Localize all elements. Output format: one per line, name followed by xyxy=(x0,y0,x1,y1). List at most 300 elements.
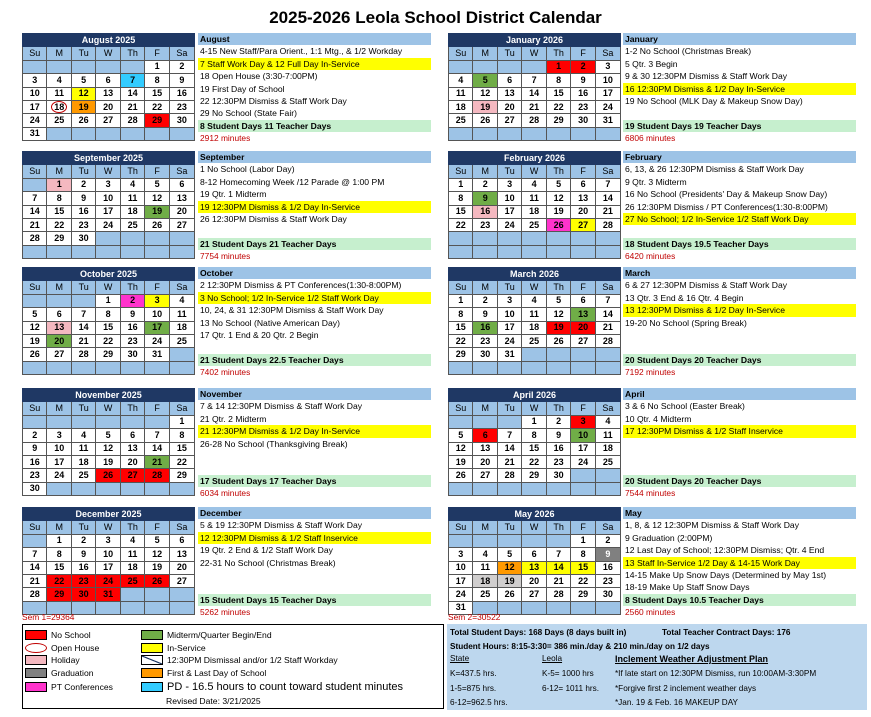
month-title: October 2025 xyxy=(23,268,195,281)
day-cell: 4 xyxy=(120,178,144,191)
month-title: November 2025 xyxy=(23,389,195,402)
day-cell: 14 xyxy=(595,308,620,321)
empty-cell xyxy=(497,60,521,73)
day-cell: 11 xyxy=(522,308,546,321)
day-cell: 16 xyxy=(71,561,95,574)
notes-month-name: October xyxy=(198,267,431,279)
day-cell: 13 xyxy=(497,87,521,100)
month-title: February 2026 xyxy=(449,152,621,165)
weekday-header: Tu xyxy=(71,402,95,415)
day-cell: 13 xyxy=(120,442,144,455)
day-cell: 5 xyxy=(96,429,120,442)
empty-cell xyxy=(145,127,169,140)
sem2-minutes: Sem 2=30522 xyxy=(448,612,501,622)
day-cell: 28 xyxy=(23,232,47,245)
day-cell: 28 xyxy=(23,588,47,601)
minutes-total: 6420 minutes xyxy=(625,251,676,262)
days-summary: 15 Student Days 15 Teacher Days xyxy=(198,594,431,606)
day-cell: 6 xyxy=(169,178,194,191)
weekday-header: Th xyxy=(120,521,144,534)
empty-cell xyxy=(145,601,169,614)
empty-cell xyxy=(47,294,71,307)
day-cell: 30 xyxy=(120,348,144,361)
day-cell: 16 xyxy=(71,205,95,218)
empty-cell xyxy=(71,415,95,428)
days-summary: 17 Student Days 17 Teacher Days xyxy=(198,475,431,487)
empty-cell xyxy=(546,348,570,361)
weekday-header: W xyxy=(522,165,546,178)
day-cell: 14 xyxy=(23,561,47,574)
day-cell: 31 xyxy=(23,127,47,140)
day-cell: 3 xyxy=(497,178,521,191)
weekday-header: M xyxy=(47,402,71,415)
note-line: 2 12:30PM Dismiss & PT Conferences(1:30-8:00PM) xyxy=(200,280,402,291)
weekday-header: Th xyxy=(120,47,144,60)
day-cell: 8 xyxy=(522,429,546,442)
weekday-header: Sa xyxy=(595,47,620,60)
day-cell: 1 xyxy=(96,294,120,307)
day-cell: 9 xyxy=(23,442,47,455)
empty-cell xyxy=(497,601,521,614)
note-line: 1 No School (Labor Day) xyxy=(200,164,295,175)
empty-cell xyxy=(47,415,71,428)
day-cell: 18 xyxy=(47,100,71,113)
weekday-header: Tu xyxy=(497,402,521,415)
empty-cell xyxy=(595,232,620,245)
day-cell: 24 xyxy=(96,574,120,587)
day-cell: 7 xyxy=(497,429,521,442)
day-cell: 28 xyxy=(522,114,546,127)
day-cell: 24 xyxy=(449,588,473,601)
days-summary: 18 Student Days 19.5 Teacher Days xyxy=(623,238,856,250)
legend-inservice: In-Service xyxy=(141,642,206,654)
note-line xyxy=(623,450,856,462)
page-title: 2025-2026 Leola School District Calendar xyxy=(269,8,602,27)
empty-cell xyxy=(169,361,194,374)
notes-month-name: September xyxy=(198,151,431,163)
day-cell: 4 xyxy=(169,294,194,307)
day-cell: 16 xyxy=(169,87,194,100)
note-line: 1, 8, & 12 12:30PM Dismiss & Staff Work Day xyxy=(625,520,800,531)
day-cell: 9 xyxy=(546,429,570,442)
weekday-header: M xyxy=(473,165,497,178)
day-cell: 17 xyxy=(571,442,595,455)
day-cell: 23 xyxy=(546,455,570,468)
day-cell: 3 xyxy=(96,534,120,547)
note-line: 1-2 No School (Christmas Break) xyxy=(625,46,752,57)
empty-cell xyxy=(546,601,570,614)
weekday-header: Th xyxy=(546,165,570,178)
day-cell: 17 xyxy=(96,561,120,574)
empty-cell xyxy=(145,361,169,374)
day-cell: 8 xyxy=(47,548,71,561)
day-cell: 4 xyxy=(595,415,620,428)
day-cell: 19 xyxy=(546,205,570,218)
empty-cell xyxy=(120,601,144,614)
notes-month-name: May xyxy=(623,507,856,519)
empty-cell xyxy=(473,60,497,73)
weekday-header: Su xyxy=(449,165,473,178)
day-cell: 8 xyxy=(571,548,595,561)
note-line: 5 Qtr. 3 Begin xyxy=(625,58,678,69)
note-line xyxy=(623,438,856,450)
day-cell: 31 xyxy=(449,601,473,614)
empty-cell xyxy=(473,415,497,428)
days-summary: 21 Student Days 22.5 Teacher Days xyxy=(198,354,431,366)
day-cell: 9 xyxy=(473,308,497,321)
note-line: 13 Staff In-Service 1/2 Day & 14-15 Work Day xyxy=(623,557,856,569)
day-cell: 3 xyxy=(497,294,521,307)
weekday-header: Sa xyxy=(169,521,194,534)
weekday-header: Th xyxy=(120,165,144,178)
empty-cell xyxy=(47,60,71,73)
weekday-header: Th xyxy=(120,281,144,294)
note-line: 17 12:30PM Dismiss & 1/2 Staff Inservice xyxy=(623,425,856,437)
weekday-header: M xyxy=(473,402,497,415)
empty-cell xyxy=(120,482,144,495)
empty-cell xyxy=(169,232,194,245)
day-cell: 21 xyxy=(546,574,570,587)
days-summary: 21 Student Days 21 Teacher Days xyxy=(198,238,431,250)
empty-cell xyxy=(71,482,95,495)
weekday-header: Sa xyxy=(595,281,620,294)
empty-cell xyxy=(47,482,71,495)
day-cell: 21 xyxy=(71,334,95,347)
weekday-header: F xyxy=(145,402,169,415)
day-cell: 25 xyxy=(71,469,95,482)
empty-cell xyxy=(169,482,194,495)
day-cell: 19 xyxy=(96,455,120,468)
empty-cell xyxy=(120,127,144,140)
day-cell: 23 xyxy=(71,574,95,587)
note-line: 19-20 No School (Spring Break) xyxy=(625,317,747,328)
day-cell: 19 xyxy=(497,574,521,587)
empty-cell xyxy=(595,482,620,495)
weekday-header: F xyxy=(571,521,595,534)
note-line: 9 Qtr. 3 Midterm xyxy=(625,176,687,187)
day-cell: 7 xyxy=(595,178,620,191)
weather-2: *Forgive first 2 inclement weather days xyxy=(615,684,757,693)
day-cell: 3 xyxy=(96,178,120,191)
day-cell: 21 xyxy=(497,455,521,468)
empty-cell xyxy=(449,361,473,374)
day-cell: 9 xyxy=(71,192,95,205)
month-notes xyxy=(623,151,856,263)
day-cell: 2 xyxy=(71,178,95,191)
day-cell: 6 xyxy=(169,534,194,547)
day-cell: 15 xyxy=(169,442,194,455)
day-cell: 19 xyxy=(546,321,570,334)
day-cell: 19 xyxy=(23,334,47,347)
day-cell: 20 xyxy=(497,100,521,113)
legend-no-school: No School xyxy=(25,629,91,641)
weekday-header: M xyxy=(473,47,497,60)
day-cell: 18 xyxy=(473,574,497,587)
month-title: December 2025 xyxy=(23,508,195,521)
day-cell: 13 xyxy=(96,87,120,100)
day-cell: 18 xyxy=(522,205,546,218)
empty-cell xyxy=(120,232,144,245)
minutes-total: 2912 minutes xyxy=(200,133,251,144)
day-cell: 20 xyxy=(120,455,144,468)
day-cell: 25 xyxy=(120,218,144,231)
empty-cell xyxy=(47,127,71,140)
day-cell: 21 xyxy=(23,574,47,587)
month-calendar xyxy=(448,507,621,615)
day-cell: 26 xyxy=(145,218,169,231)
empty-cell xyxy=(522,60,546,73)
day-cell: 11 xyxy=(522,192,546,205)
day-cell: 10 xyxy=(571,429,595,442)
minutes-total: 7192 minutes xyxy=(625,367,676,378)
empty-cell xyxy=(473,127,497,140)
day-cell: 12 xyxy=(23,321,47,334)
empty-cell xyxy=(497,245,521,258)
note-line: 16 12:30PM Dismiss & 1/2 Day In-Service xyxy=(623,83,856,95)
note-line: 10, 24, & 31 12:30PM Dismiss & Staff Work Day xyxy=(200,305,384,316)
day-cell: 18 xyxy=(522,321,546,334)
day-cell: 20 xyxy=(473,455,497,468)
empty-cell xyxy=(96,482,120,495)
day-cell: 17 xyxy=(497,205,521,218)
empty-cell xyxy=(145,415,169,428)
weekday-header: W xyxy=(96,47,120,60)
day-cell: 24 xyxy=(595,100,620,113)
day-cell: 13 xyxy=(571,192,595,205)
sem1-minutes: Sem 1=29364 xyxy=(22,612,75,622)
minutes-total: 2560 minutes xyxy=(625,607,676,618)
weekday-header: Su xyxy=(23,47,47,60)
day-cell: 9 xyxy=(571,74,595,87)
empty-cell xyxy=(522,232,546,245)
weekday-header: W xyxy=(522,281,546,294)
day-cell: 29 xyxy=(47,232,71,245)
day-cell: 2 xyxy=(546,415,570,428)
weekday-header: M xyxy=(473,521,497,534)
month-calendar xyxy=(448,267,621,375)
weekday-header: Tu xyxy=(497,165,521,178)
day-cell: 20 xyxy=(169,205,194,218)
empty-cell xyxy=(522,534,546,547)
day-cell: 12 xyxy=(546,308,570,321)
day-cell: 10 xyxy=(449,561,473,574)
empty-cell xyxy=(96,361,120,374)
empty-cell xyxy=(96,127,120,140)
day-cell: 22 xyxy=(96,334,120,347)
weekday-header: Su xyxy=(449,402,473,415)
day-cell: 4 xyxy=(473,548,497,561)
note-line xyxy=(198,462,431,474)
day-cell: 6 xyxy=(120,429,144,442)
empty-cell xyxy=(449,60,473,73)
empty-cell xyxy=(47,245,71,258)
note-line xyxy=(623,341,856,353)
days-summary: 19 Student Days 19 Teacher Days xyxy=(623,120,856,132)
k-state: K=437.5 hrs. xyxy=(450,669,497,678)
day-cell: 18 xyxy=(169,321,194,334)
day-cell: 10 xyxy=(595,74,620,87)
day-cell: 28 xyxy=(595,218,620,231)
day-cell: 6 xyxy=(571,294,595,307)
day-cell: 24 xyxy=(497,218,521,231)
day-cell: 16 xyxy=(473,205,497,218)
day-cell: 6 xyxy=(47,308,71,321)
day-cell: 15 xyxy=(449,321,473,334)
note-line: 14-15 Make Up Snow Days (Determined by May 1st) xyxy=(625,569,827,580)
day-cell: 6 xyxy=(96,74,120,87)
empty-cell xyxy=(23,415,47,428)
legend-pt: PT Conferences xyxy=(25,681,113,693)
empty-cell xyxy=(120,415,144,428)
days-summary: 8 Student Days 10.5 Teacher Days xyxy=(623,594,856,606)
day-cell: 5 xyxy=(145,534,169,547)
day-cell: 19 xyxy=(145,205,169,218)
day-cell: 8 xyxy=(47,192,71,205)
day-cell: 3 xyxy=(23,74,47,87)
day-cell: 11 xyxy=(71,442,95,455)
note-line: 26 12:30PM Dismiss & Staff Work Day xyxy=(200,213,347,224)
day-cell: 5 xyxy=(23,308,47,321)
empty-cell xyxy=(120,60,144,73)
empty-cell xyxy=(546,361,570,374)
note-line xyxy=(198,581,431,593)
day-cell: 17 xyxy=(96,205,120,218)
note-line: 3 & 6 No School (Easter Break) xyxy=(625,401,745,412)
day-cell: 19 xyxy=(71,100,95,113)
day-cell: 12 xyxy=(449,442,473,455)
empty-cell xyxy=(595,348,620,361)
weather-title: Inclement Weather Adjustment Plan xyxy=(615,654,769,664)
day-cell: 7 xyxy=(546,548,570,561)
day-cell: 16 xyxy=(473,321,497,334)
empty-cell xyxy=(169,601,194,614)
empty-cell xyxy=(71,127,95,140)
month-calendar xyxy=(448,151,621,259)
day-cell: 24 xyxy=(23,114,47,127)
day-cell: 22 xyxy=(546,100,570,113)
weekday-header: Sa xyxy=(169,47,194,60)
weekday-header: Su xyxy=(23,402,47,415)
notes-month-name: February xyxy=(623,151,856,163)
weekday-header: Tu xyxy=(71,47,95,60)
weekday-header: F xyxy=(145,165,169,178)
day-cell: 2 xyxy=(473,178,497,191)
day-cell: 26 xyxy=(145,574,169,587)
weekday-header: M xyxy=(47,47,71,60)
day-cell: 12 xyxy=(96,442,120,455)
day-cell: 29 xyxy=(96,348,120,361)
day-cell: 2 xyxy=(169,60,194,73)
empty-cell xyxy=(120,245,144,258)
month-calendar xyxy=(22,151,195,259)
day-cell: 11 xyxy=(47,87,71,100)
empty-cell xyxy=(47,361,71,374)
day-cell: 27 xyxy=(120,469,144,482)
day-cell: 27 xyxy=(571,334,595,347)
day-cell: 24 xyxy=(497,334,521,347)
weekday-header: Th xyxy=(120,402,144,415)
day-cell: 10 xyxy=(497,192,521,205)
day-cell: 28 xyxy=(546,588,570,601)
day-cell: 20 xyxy=(47,334,71,347)
empty-cell xyxy=(169,127,194,140)
day-cell: 24 xyxy=(47,469,71,482)
weekday-header: W xyxy=(96,281,120,294)
empty-cell xyxy=(473,232,497,245)
empty-cell xyxy=(23,361,47,374)
month-calendar xyxy=(22,507,195,615)
day-cell: 1 xyxy=(571,534,595,547)
day-cell: 23 xyxy=(169,100,194,113)
legend-open-house: Open House xyxy=(25,642,99,654)
day-cell: 18 xyxy=(449,100,473,113)
weekday-header: F xyxy=(571,402,595,415)
days-summary: 20 Student Days 20 Teacher Days xyxy=(623,354,856,366)
empty-cell xyxy=(96,601,120,614)
day-cell: 23 xyxy=(473,334,497,347)
day-cell: 14 xyxy=(23,205,47,218)
minutes-total: 7754 minutes xyxy=(200,251,251,262)
note-line: 3 No School; 1/2 In-Service 1/2 Staff Work Day xyxy=(198,292,431,304)
note-line: 9 Graduation (2:00PM) xyxy=(625,532,713,543)
note-line: 26-28 No School (Thanksgiving Break) xyxy=(200,438,348,449)
day-cell: 10 xyxy=(47,442,71,455)
note-line: 18-19 Make Up Staff Snow Days xyxy=(625,582,750,593)
note-line xyxy=(198,225,431,237)
day-cell: 25 xyxy=(120,574,144,587)
weekday-header: Sa xyxy=(595,402,620,415)
empty-cell xyxy=(71,361,95,374)
day-cell: 3 xyxy=(595,60,620,73)
empty-cell xyxy=(169,348,194,361)
note-line xyxy=(623,225,856,237)
empty-cell xyxy=(497,415,521,428)
weekday-header: Tu xyxy=(497,281,521,294)
day-cell: 21 xyxy=(145,455,169,468)
day-cell: 30 xyxy=(71,232,95,245)
day-cell: 17 xyxy=(595,87,620,100)
day-cell: 25 xyxy=(595,455,620,468)
month-calendar xyxy=(22,267,195,375)
empty-cell xyxy=(571,469,595,482)
empty-cell xyxy=(595,469,620,482)
empty-cell xyxy=(23,178,47,191)
weekday-header: M xyxy=(47,165,71,178)
weekday-header: Su xyxy=(23,165,47,178)
day-cell: 11 xyxy=(169,308,194,321)
notes-month-name: December xyxy=(198,507,431,519)
state-label: State xyxy=(450,654,470,663)
notes-month-name: March xyxy=(623,267,856,279)
day-cell: 14 xyxy=(120,87,144,100)
day-cell: 7 xyxy=(71,308,95,321)
day-cell: 12 xyxy=(145,548,169,561)
day-cell: 23 xyxy=(473,218,497,231)
day-cell: 31 xyxy=(595,114,620,127)
day-cell: 26 xyxy=(473,114,497,127)
empty-cell xyxy=(497,127,521,140)
empty-cell xyxy=(522,361,546,374)
day-cell: 10 xyxy=(96,192,120,205)
minutes-total: 6806 minutes xyxy=(625,133,676,144)
day-cell: 2 xyxy=(23,429,47,442)
empty-cell xyxy=(497,232,521,245)
empty-cell xyxy=(497,361,521,374)
empty-cell xyxy=(522,127,546,140)
day-cell: 14 xyxy=(497,442,521,455)
weekday-header: M xyxy=(47,521,71,534)
day-cell: 27 xyxy=(169,574,194,587)
